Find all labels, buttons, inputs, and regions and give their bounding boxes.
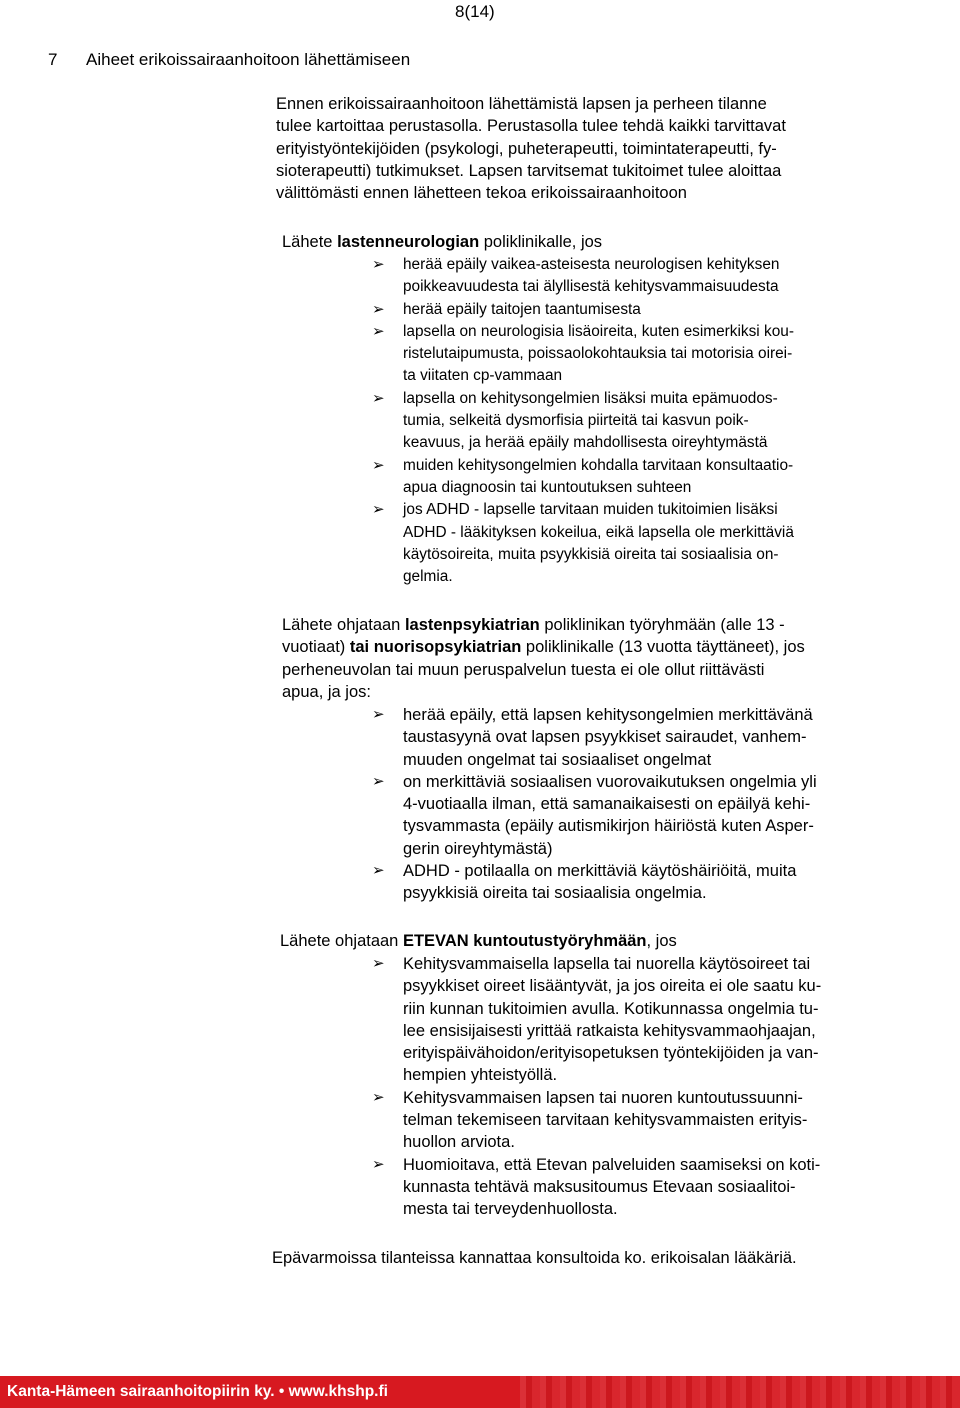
arrow-bullet-icon: ➢: [372, 1155, 385, 1173]
bullet-line: lapsella on neurologisia lisäoireita, kuten esimerkiksi kou-: [403, 322, 794, 340]
bullet-line: taustasyynä ovat lapsen psyykkiset sairaudet, vanhem-: [403, 728, 807, 747]
bullet-item: [372, 455, 794, 500]
arrow-bullet-icon: ➢: [372, 456, 385, 474]
text-run: Lähete ohjataan: [282, 616, 405, 634]
bullet-line: tysvammasta (epäily autismikirjon häiriöstä kuten Asper-: [403, 817, 814, 836]
bullet-line: ta viitaten cp-vammaan: [403, 367, 563, 385]
neurology-criteria-list: [372, 254, 794, 588]
eteva-criteria-list: [372, 953, 821, 1221]
bullet-line: lee ensisijaisesti yrittää ratkaista kehitysvammaohjaajan,: [403, 1021, 816, 1040]
intro-line: erityistyöntekijöiden (psykologi, puheterapeutti, toimintaterapeutti, fy-: [276, 139, 777, 158]
bullet-line: herää epäily, että lapsen kehitysongelmien merkittävänä: [403, 706, 813, 724]
arrow-bullet-icon: ➢: [372, 256, 385, 273]
bullet-line: apua diagnoosin tai kuntoutuksen suhteen: [403, 478, 692, 496]
bullet-line: psyykkisiä oireita tai sosiaalisia ongelmia.: [403, 884, 707, 903]
bullet-item: [372, 388, 794, 455]
eteva-intro-line: [280, 932, 677, 950]
psychiatry-criteria-list: [372, 704, 817, 905]
intro-line: välittömästi ennen lähetteen tekoa erikoissairaanhoitoon: [276, 184, 687, 203]
intro-line: Ennen erikoissairaanhoitoon lähettämistä lapsen ja perheen tilanne: [276, 95, 767, 113]
bullet-line: erityispäivähoidon/erityisopetuksen työntekijöiden ja van-: [403, 1044, 819, 1063]
bullet-line: 4-vuotiaalla ilman, että samanaikaisesti on epäilyä kehi-: [403, 795, 811, 814]
text-run: poliklinikalle (13 vuotta täyttäneet), jos: [521, 638, 805, 657]
intro-line: sioterapeutti) tutkimukset. Lapsen tarvitsemat tukitoimet tulee aloittaa: [276, 161, 782, 180]
text-run: poliklinikalle, jos: [479, 233, 603, 251]
psychiatry-intro-line: perheneuvolan tai muun peruspalvelun tuesta ei ole ollut riittävästi: [282, 660, 765, 679]
arrow-bullet-icon: ➢: [372, 501, 385, 519]
psychiatry-referral-intro: [282, 614, 805, 703]
intro-paragraph: [276, 93, 906, 204]
bullet-line: riin kunnan tukitoimien avulla. Kotikunnassa ongelmia tu-: [403, 999, 819, 1018]
bullet-line: psyykkiset oireet lisääntyvät, ja jos oireita ei ole saatu ku-: [403, 977, 822, 996]
footer-text: Kanta-Hämeen sairaanhoitopiirin ky. • www.khshp.fi: [7, 1383, 388, 1400]
eteva-referral-intro: [280, 930, 677, 952]
bullet-item: [372, 1154, 821, 1221]
closing-note: [272, 1247, 797, 1269]
bullet-item: [372, 321, 794, 388]
footer-decoration: [520, 1376, 960, 1408]
psychiatry-intro-line: [282, 614, 805, 636]
bullet-line: käytösoireita, muita psyykkisiä oireita tai sosiaalisia on-: [403, 545, 779, 563]
bullet-line: poikkeavuudesta tai älyllisestä kehitysvammaisuudesta: [403, 278, 779, 296]
bullet-line: huollon arviota.: [403, 1133, 515, 1152]
arrow-bullet-icon: ➢: [372, 300, 385, 318]
bullet-line: telman tekemiseen tarvitaan kehitysvammaisten erityis-: [403, 1111, 808, 1130]
eteva-team-name: ETEVAN kuntoutustyöryhmään: [402, 932, 647, 950]
bullet-line: ADHD - potilaalla on merkittäviä käytöshäiriöitä, muita: [403, 862, 797, 881]
bullet-item: [372, 254, 794, 299]
bullet-line: kunnasta tehtävä maksusitoumus Etevaan sosiaalitoi-: [403, 1177, 796, 1196]
arrow-bullet-icon: ➢: [372, 1088, 385, 1106]
arrow-bullet-icon: ➢: [372, 955, 385, 972]
bullet-item: [372, 499, 794, 588]
bullet-item: [372, 704, 817, 771]
bullet-line: muuden ongelmat tai sosiaaliset ongelmat: [403, 750, 712, 769]
arrow-bullet-icon: ➢: [372, 389, 385, 407]
bullet-item: [372, 860, 817, 905]
psychiatry-intro-line: apua, ja jos:: [282, 682, 371, 701]
closing-line: Epävarmoissa tilanteissa kannattaa konsultoida ko. erikoisalan lääkäriä.: [272, 1249, 797, 1267]
neurology-clinic-name: lastenneurologian: [337, 233, 480, 251]
bullet-line: gelmia.: [403, 568, 453, 586]
child-psychiatry-name: lastenpsykiatrian: [404, 616, 540, 634]
arrow-bullet-icon: ➢: [372, 862, 385, 880]
bullet-line: Huomioitava, että Etevan palveluiden saamiseksi on koti-: [403, 1155, 821, 1174]
bullet-line: hempien yhteistyöllä.: [403, 1066, 558, 1085]
footer-bar: [0, 1376, 960, 1408]
bullet-line: muiden kehitysongelmien kohdalla tarvitaan konsultaatio-: [403, 456, 794, 474]
bullet-line: gerin oireyhtymästä): [403, 839, 553, 858]
bullet-line: herää epäily vaikea-asteisesta neurologisen kehityksen: [403, 256, 780, 273]
arrow-bullet-icon: ➢: [372, 706, 385, 723]
bullet-item: [372, 771, 817, 860]
page-number: 8(14): [455, 2, 495, 21]
neurology-intro-line: [282, 233, 602, 251]
bullet-line: mesta tai terveydenhuollosta.: [403, 1200, 618, 1219]
neurology-referral-intro: [282, 231, 602, 253]
bullet-item: [372, 1087, 821, 1154]
bullet-line: keavuus, ja herää epäily mahdollisesta oireyhtymästä: [403, 434, 768, 452]
section-heading: [48, 50, 410, 70]
bullet-item: [372, 299, 794, 321]
heading-number: 7: [48, 50, 58, 69]
arrow-bullet-icon: ➢: [372, 322, 385, 340]
bullet-line: ADHD - lääkityksen kokeilua, eikä lapsella ole merkittäviä: [403, 523, 794, 541]
bullet-line: Kehitysvammaisen lapsen tai nuoren kuntoutussuunni-: [403, 1088, 803, 1107]
youth-psychiatry-name: tai nuorisopsykiatrian: [349, 638, 522, 657]
bullet-line: tumia, selkeitä dysmorfisia piirteitä tai kasvun poik-: [403, 412, 749, 430]
bullet-item: [372, 953, 821, 1087]
bullet-line: herää epäily taitojen taantumisesta: [403, 300, 641, 318]
bullet-line: lapsella on kehitysongelmien lisäksi muita epämuodos-: [403, 389, 778, 407]
bullet-line: jos ADHD - lapselle tarvitaan muiden tukitoimien lisäksi: [403, 501, 778, 519]
text-run: poliklinikan työryhmään (alle 13 -: [539, 616, 785, 634]
bullet-line: on merkittäviä sosiaalisen vuorovaikutuksen ongelmia yli: [403, 772, 817, 791]
text-run: , jos: [646, 932, 677, 950]
arrow-bullet-icon: ➢: [372, 772, 385, 790]
text-run: vuotiaat): [282, 638, 350, 657]
bullet-line: ristelutaipumusta, poissaolokohtauksia tai motorisia oirei-: [403, 345, 793, 363]
psychiatry-intro-line: [282, 636, 805, 658]
text-run: Lähete: [282, 233, 338, 251]
heading-title: Aiheet erikoissairaanhoitoon lähettämiseen: [86, 50, 411, 69]
bullet-line: Kehitysvammaisella lapsella tai nuorella käytösoireet tai: [403, 955, 811, 973]
intro-line: tulee kartoittaa perustasolla. Perustasolla tulee tehdä kaikki tarvittavat: [276, 117, 786, 136]
text-run: Lähete ohjataan: [280, 932, 403, 950]
